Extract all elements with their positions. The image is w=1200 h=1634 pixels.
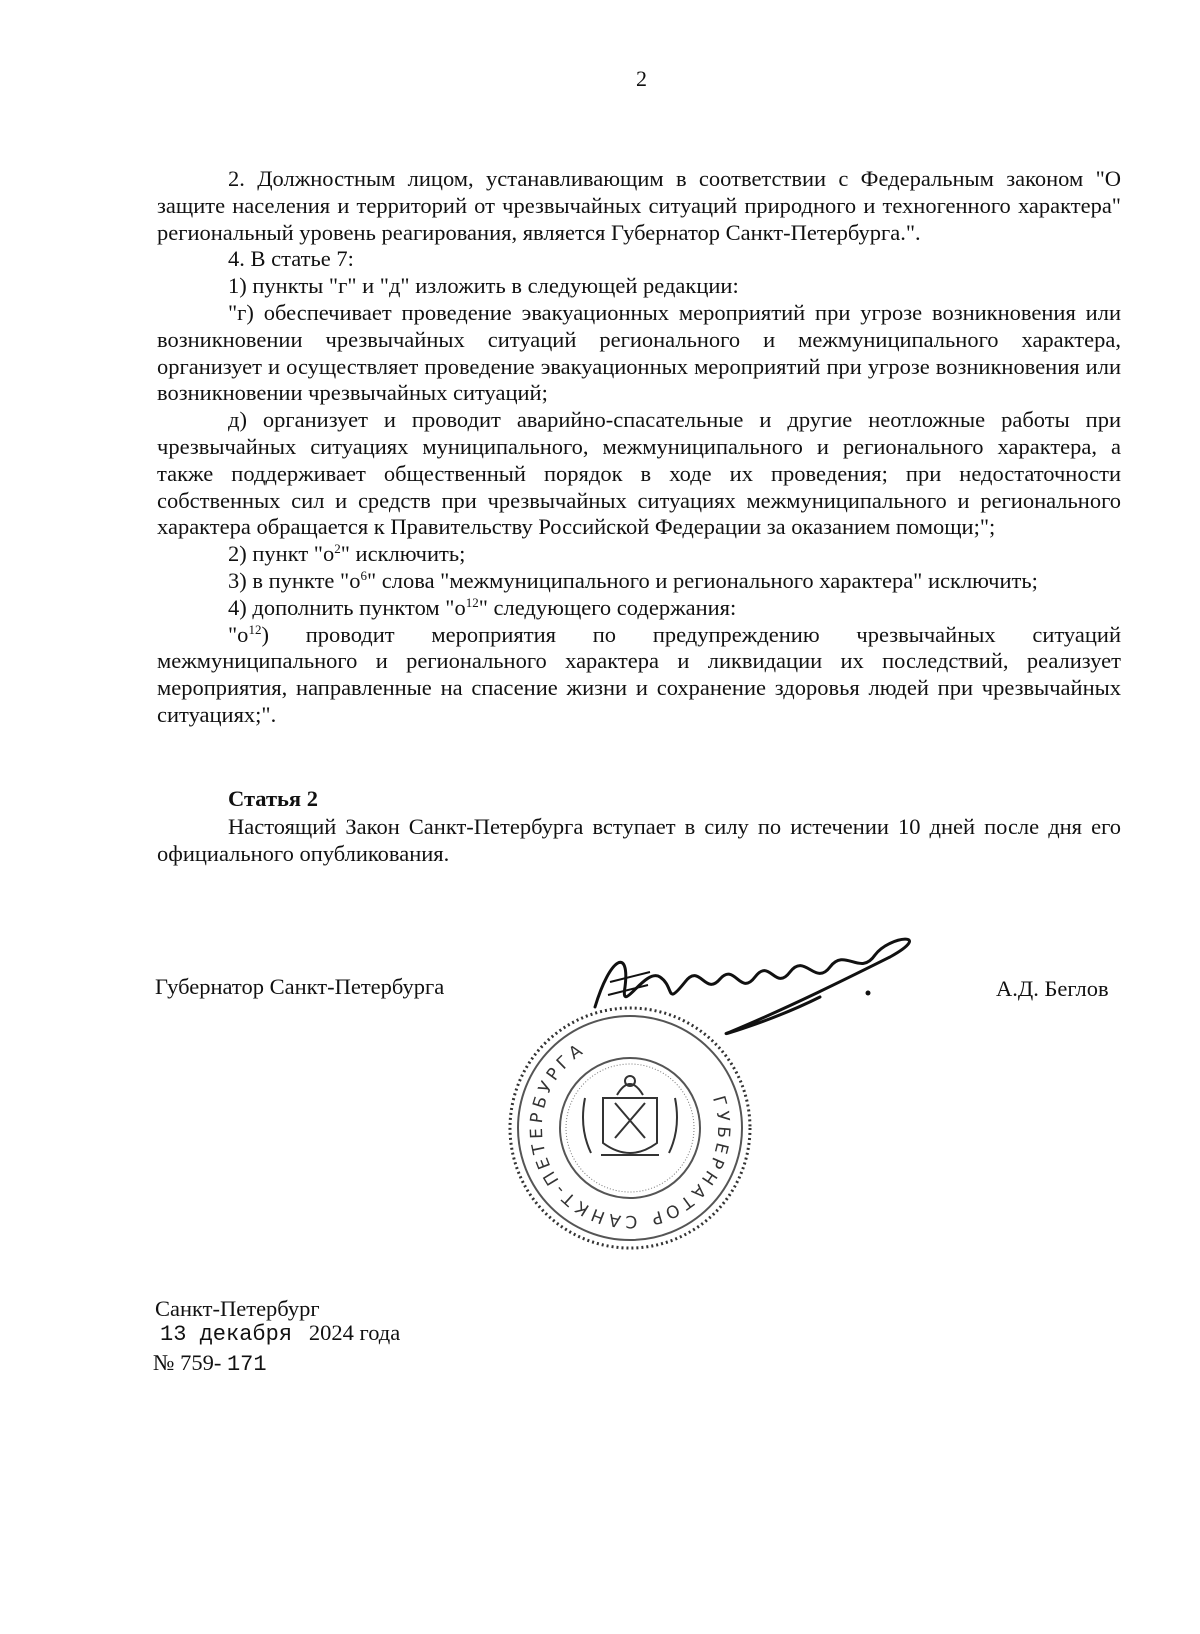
superscript: 6 — [360, 567, 367, 583]
svg-text:ГУБЕРНАТОР САНКТ-ПЕТЕРБУРГА — [505, 1003, 755, 1253]
paragraph-text: " слова "межмуниципального и регионального характера" исключить; — [366, 567, 1038, 593]
seal-text: ГУБЕРНАТОР САНКТ-ПЕТЕРБУРГА — [526, 1038, 734, 1232]
place-of-signing: Санкт-Петербург — [155, 1296, 320, 1321]
signing-date — [160, 1320, 400, 1347]
number-prefix: № 759- — [153, 1350, 222, 1375]
paragraph: "г) обеспечивает проведение эвакуационных мероприятий при угрозе возникновения или возникновении чрезвычайных ситуаций регионального и межмуниципального характера, организует и осуществляет проведение эвакуационных мероприятий при угрозе возникновения или возникновении чрезвычайных ситуаций; — [157, 299, 1121, 406]
paragraph-text: " следующего содержания: — [478, 594, 737, 620]
paragraph: д) организует и проводит аварийно-спасательные и другие неотложные работы при чрезвычайных ситуациях муниципального, межмуниципального и регионального характера, а также поддерживает общественный порядок в ходе их проведения; при недостаточности собственных сил и средств при чрезвычайных ситуациях межмуниципального и регионального характера обращается к Правительству Российской Федерации за оказанием помощи;"; — [157, 407, 1121, 540]
signatory-name: А.Д. Беглов — [996, 976, 1109, 1001]
signatory-title: Губернатор Санкт-Петербурга — [155, 974, 445, 999]
handwritten-signature — [590, 927, 950, 1037]
paragraph-text: " исключить; — [340, 541, 466, 567]
date-day-month: 13 декабря — [160, 1322, 293, 1347]
coat-of-arms-icon — [583, 1076, 677, 1155]
paragraph — [157, 541, 1121, 568]
paragraph — [157, 595, 1121, 622]
superscript: 2 — [334, 541, 341, 557]
article-heading: Статья 2 — [228, 786, 318, 811]
paragraph — [157, 622, 1121, 729]
paragraph-text: "о — [228, 621, 249, 647]
law-number — [153, 1350, 267, 1377]
article-text: Настоящий Закон Санкт-Петербурга вступает в силу по истечении 10 дней после дня его официального опубликования. — [157, 814, 1121, 866]
paragraph — [157, 568, 1121, 595]
paragraph: 1) пункты "г" и "д" изложить в следующей редакции: — [228, 273, 739, 299]
paragraph: 2. Должностным лицом, устанавливающим в соответствии с Федеральным законом "О защите населения и территорий от чрезвычайных ситуаций природного и техногенного характера" региональный уровень реагирования, является Губернатор Санкт-Петербурга.". — [157, 166, 1121, 245]
number-value: 171 — [226, 1352, 267, 1377]
paragraph-text: 4) дополнить пунктом "о — [228, 594, 466, 620]
superscript: 12 — [248, 621, 262, 637]
paragraph-text: ) проводит мероприятия по предупреждению чрезвычайных ситуаций межмуниципального и регионального характера и ликвидации их последствий, реализует мероприятия, направленные на спасение жизни и сохранение здоровья людей при чрезвычайных ситуациях;". — [157, 621, 1121, 727]
paragraph-text: 2) пункт "о — [228, 541, 335, 567]
official-seal — [505, 1003, 755, 1253]
paragraph: 4. В статье 7: — [228, 246, 354, 272]
date-year: 2024 года — [308, 1320, 401, 1345]
page-number: 2 — [636, 66, 647, 91]
document-body — [157, 166, 1121, 729]
superscript: 12 — [465, 594, 479, 610]
paragraph-text: 3) в пункте "о — [228, 567, 361, 593]
